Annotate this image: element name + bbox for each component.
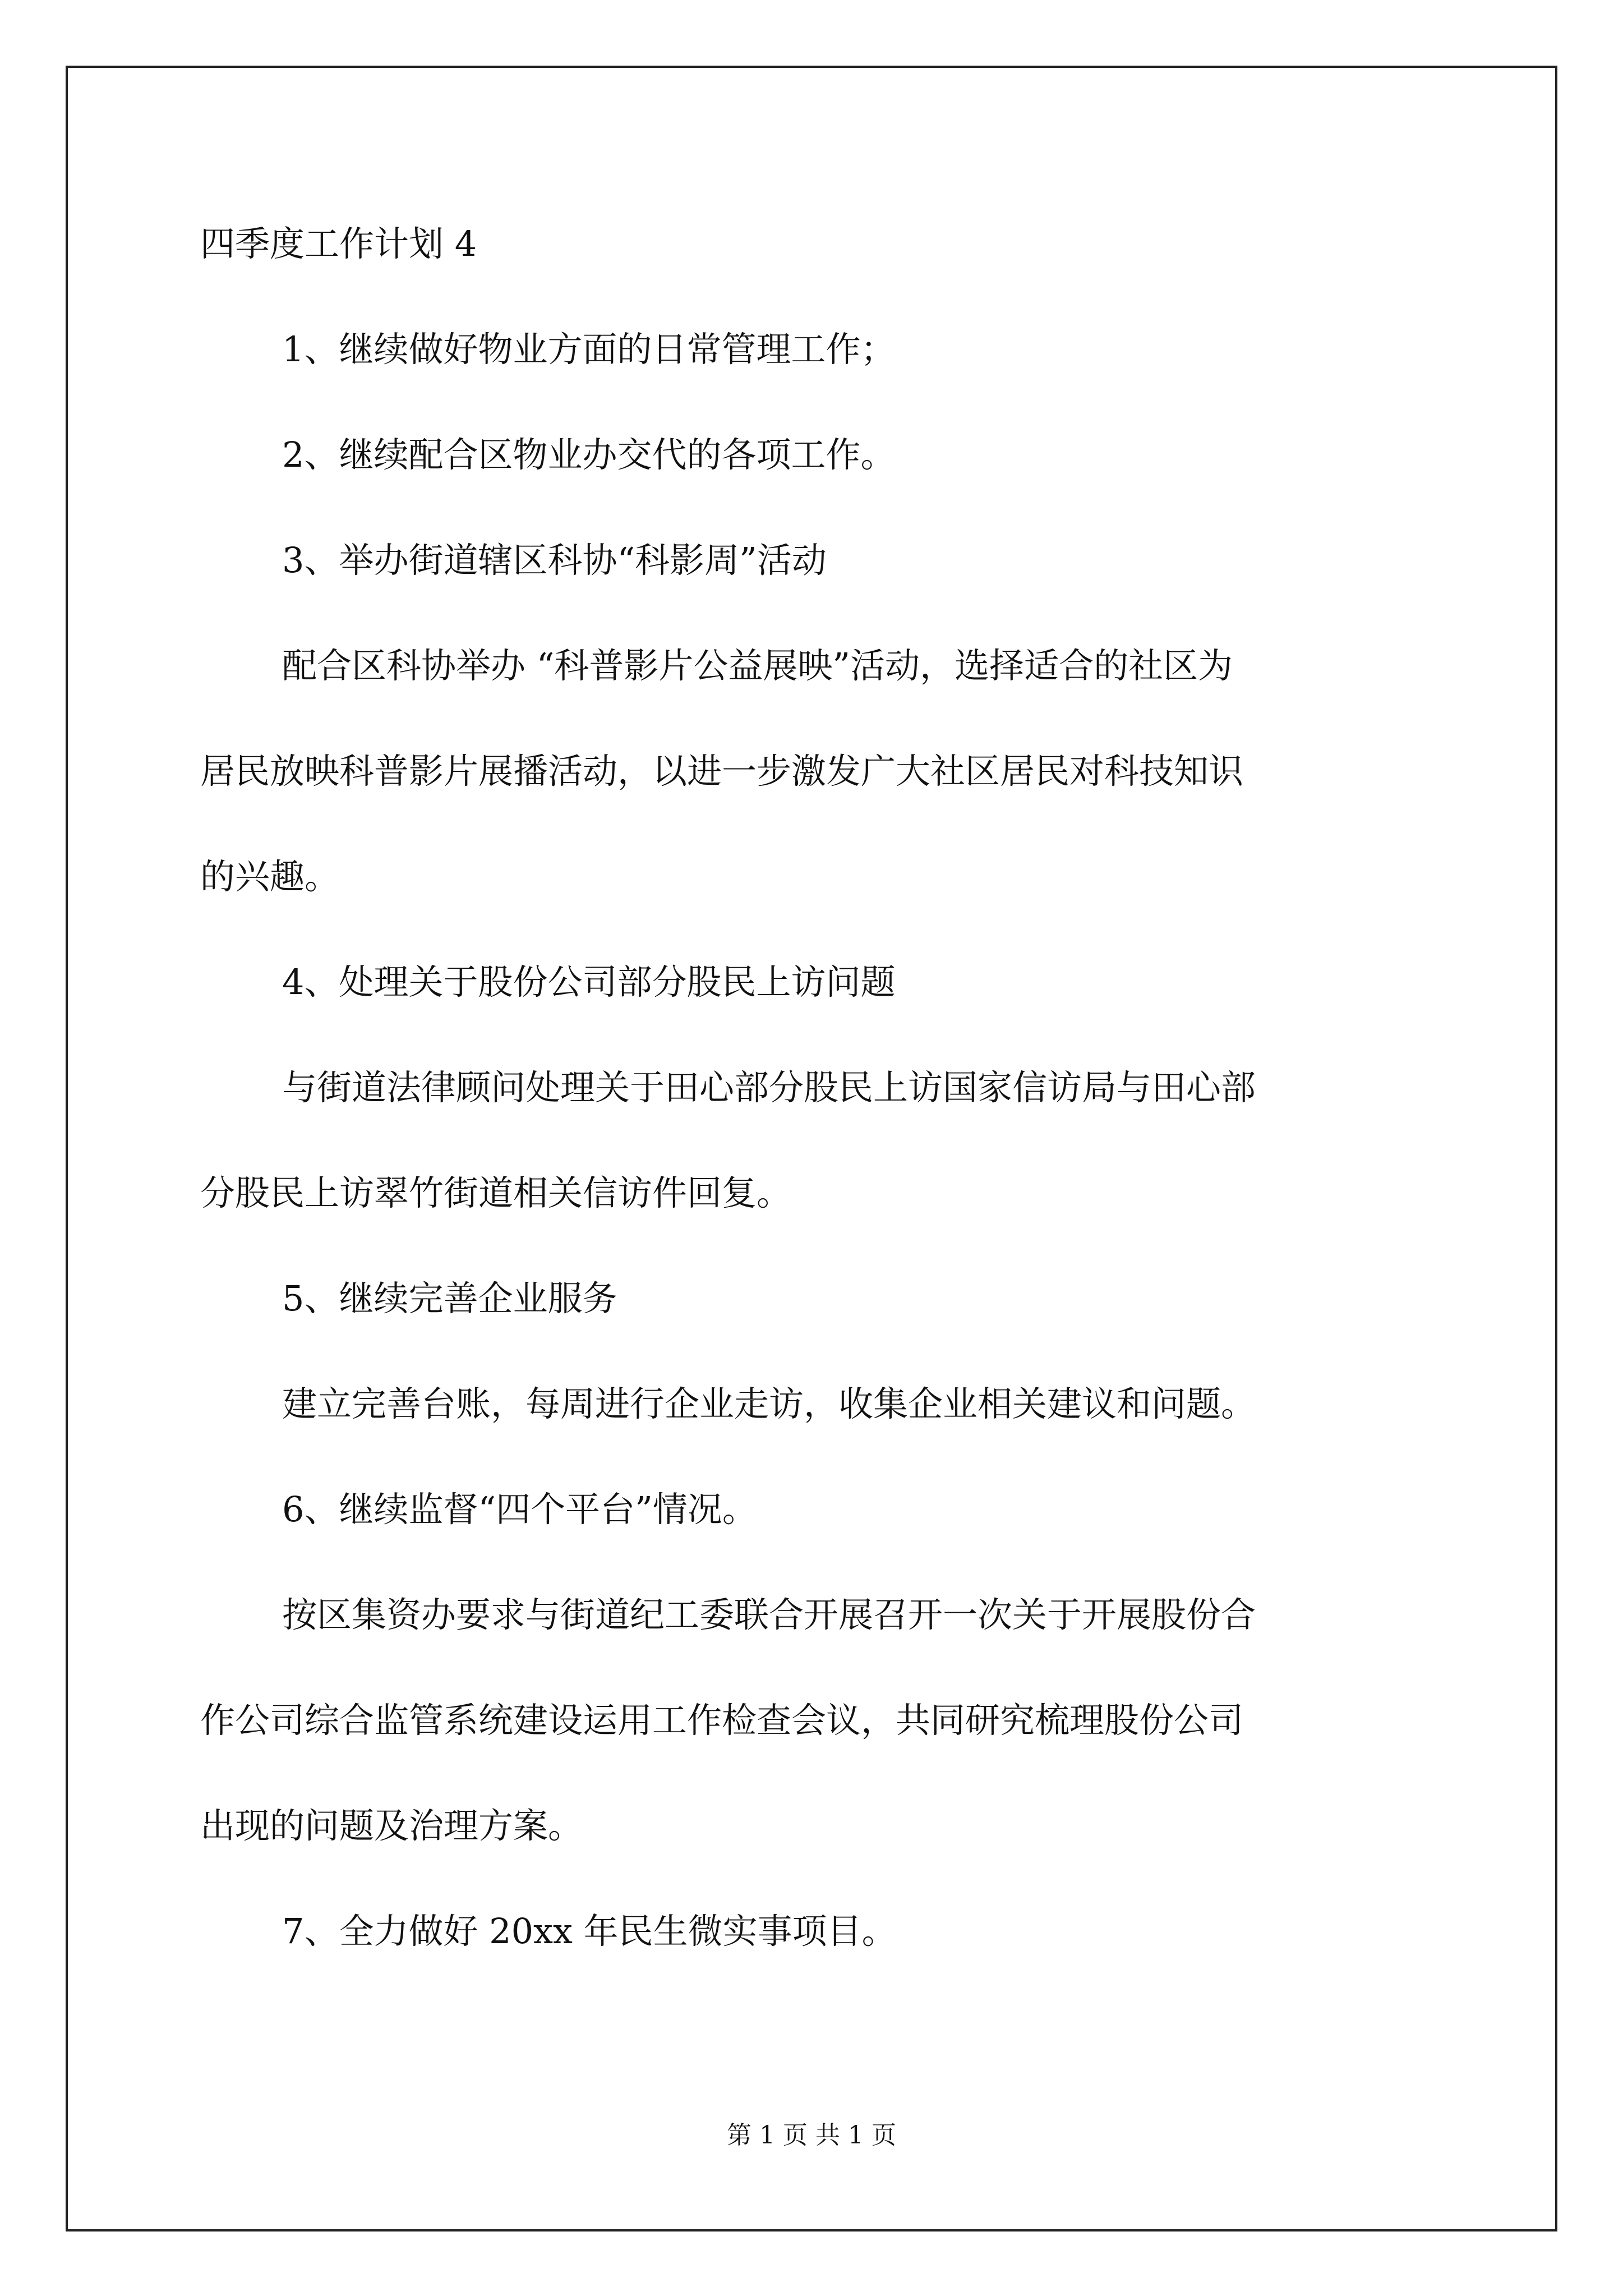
paragraph-line: 2、继续配合区物业办交代的各项工作。 <box>282 434 896 475</box>
paragraph-5 <box>200 951 1428 1013</box>
paragraph-line: 6、继续监督“四个平台”情况。 <box>282 1489 757 1530</box>
paragraph-line: 建立完善台账，每周进行企业走访，收集企业相关建议和问题。 <box>282 1383 1256 1424</box>
paragraph-line: 与街道法律顾问处理关于田心部分股民上访国家信访局与田心部 <box>282 1067 1256 1108</box>
paragraph-line: 分股民上访翠竹街道相关信访件回复。 <box>200 1172 792 1213</box>
paragraph-line: 3、举办街道辖区科协“科影周”活动 <box>282 540 827 581</box>
paragraph-line: 按区集资办要求与街道纪工委联合开展召开一次关于开展股份合 <box>282 1594 1256 1635</box>
document-body <box>200 213 1428 1962</box>
paragraph-line: 1、继续做好物业方面的日常管理工作； <box>282 329 896 370</box>
paragraph-line: 7、全力做好 20xx 年民生微实事项目。 <box>282 1911 897 1952</box>
paragraph-line: 出现的问题及治理方案。 <box>200 1805 583 1846</box>
paragraph-10 <box>200 1584 1428 1857</box>
paragraph-line: 的兴趣。 <box>200 856 340 897</box>
paragraph-line: 居民放映科普影片展播活动，以进一步激发广大社区居民对科技知识 <box>200 751 1244 792</box>
paragraph-9 <box>200 1479 1428 1540</box>
paragraph-line: 作公司综合监管系统建设运用工作检查会议，共同研究梳理股份公司 <box>200 1700 1244 1741</box>
paragraph-3 <box>200 530 1428 591</box>
paragraph-2 <box>200 424 1428 486</box>
page-footer: 第 1 页 共 1 页 <box>727 2121 896 2150</box>
document-title: 四季度工作计划 4 <box>200 223 477 264</box>
paragraph-6 <box>200 1057 1428 1224</box>
paragraph-4 <box>200 635 1428 908</box>
paragraph-line: 5、继续完善企业服务 <box>282 1278 617 1319</box>
paragraph-7 <box>200 1268 1428 1329</box>
paragraph-11 <box>200 1901 1428 1962</box>
paragraph-1 <box>200 319 1428 380</box>
paragraph-line: 4、处理关于股份公司部分股民上访问题 <box>282 961 896 1002</box>
paragraph-line: 配合区科协举办 “科普影片公益展映”活动，选择适合的社区为 <box>282 645 1233 686</box>
paragraph-8 <box>200 1373 1428 1435</box>
